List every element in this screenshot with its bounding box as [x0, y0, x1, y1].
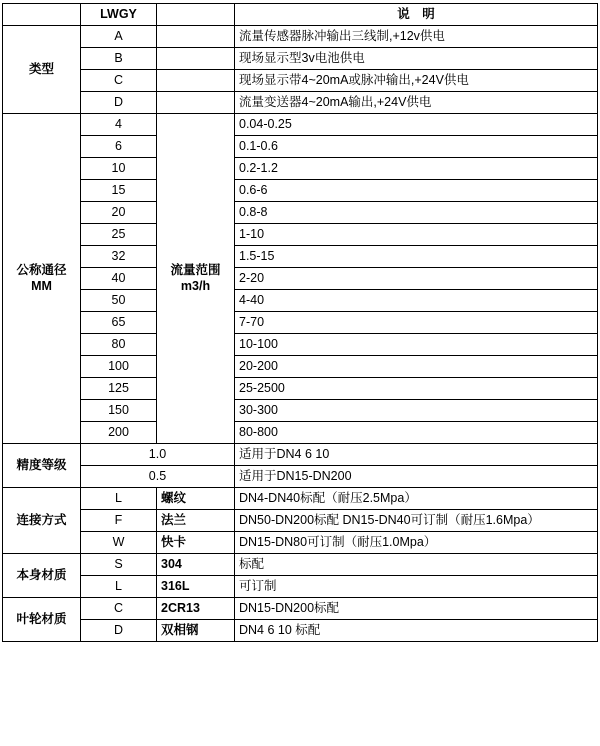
code-cell: C	[81, 70, 157, 92]
table-row	[3, 48, 598, 70]
header-cell-blank	[3, 4, 81, 26]
specification-table	[2, 3, 598, 642]
desc-cell: 现场显示型3v电池供电	[235, 48, 598, 70]
desc-cell: 2-20	[235, 268, 598, 290]
code-cell: L	[81, 488, 157, 510]
code-cell: 1.0	[81, 444, 235, 466]
table-row	[3, 576, 598, 598]
code-cell: 15	[81, 180, 157, 202]
category-nominal-diameter	[3, 114, 81, 444]
category-label-line2: MM	[31, 278, 52, 293]
table-row	[3, 26, 598, 48]
table-row	[3, 158, 598, 180]
desc-cell: 流量变送器4~20mA输出,+24V供电	[235, 92, 598, 114]
code-cell: A	[81, 26, 157, 48]
table-row	[3, 378, 598, 400]
table-row	[3, 246, 598, 268]
code-cell: 10	[81, 158, 157, 180]
desc-cell: DN4 6 10 标配	[235, 620, 598, 642]
code-cell: D	[81, 92, 157, 114]
category-label-line1: 公称通径	[16, 262, 67, 277]
table-row	[3, 356, 598, 378]
table-row	[3, 488, 598, 510]
table-row	[3, 290, 598, 312]
table-row	[3, 70, 598, 92]
desc-cell: 7-70	[235, 312, 598, 334]
code-cell: 6	[81, 136, 157, 158]
desc-cell: 可订制	[235, 576, 598, 598]
code-cell: 25	[81, 224, 157, 246]
desc-cell: 适用于DN4 6 10	[235, 444, 598, 466]
name-cell	[157, 70, 235, 92]
desc-cell: 0.6-6	[235, 180, 598, 202]
code-cell: L	[81, 576, 157, 598]
table-row	[3, 224, 598, 246]
header-cell-blank2	[157, 4, 235, 26]
table-row	[3, 532, 598, 554]
category-accuracy-grade: 精度等级	[3, 444, 81, 488]
table-row	[3, 620, 598, 642]
flow-range-label	[157, 114, 235, 444]
name-cell: 316L	[157, 576, 235, 598]
table-row	[3, 136, 598, 158]
code-cell: 65	[81, 312, 157, 334]
code-cell: 32	[81, 246, 157, 268]
table-row	[3, 400, 598, 422]
name-cell: 螺纹	[157, 488, 235, 510]
table-row	[3, 334, 598, 356]
table-row	[3, 312, 598, 334]
code-cell: D	[81, 620, 157, 642]
code-cell: 4	[81, 114, 157, 136]
code-cell: 50	[81, 290, 157, 312]
desc-cell: DN15-DN80可订制（耐压1.0Mpa）	[235, 532, 598, 554]
code-cell: W	[81, 532, 157, 554]
desc-cell: DN15-DN200标配	[235, 598, 598, 620]
desc-cell: 流量传感器脉冲输出三线制,+12v供电	[235, 26, 598, 48]
table-row	[3, 268, 598, 290]
desc-cell: 10-100	[235, 334, 598, 356]
desc-cell: 0.8-8	[235, 202, 598, 224]
table-row	[3, 554, 598, 576]
table-row	[3, 422, 598, 444]
header-cell-model: LWGY	[81, 4, 157, 26]
name-cell: 快卡	[157, 532, 235, 554]
category-type: 类型	[3, 26, 81, 114]
name-cell: 304	[157, 554, 235, 576]
table-row	[3, 114, 598, 136]
desc-cell: 1.5-15	[235, 246, 598, 268]
desc-cell: 1-10	[235, 224, 598, 246]
desc-cell: 适用于DN15-DN200	[235, 466, 598, 488]
name-cell: 法兰	[157, 510, 235, 532]
code-cell: C	[81, 598, 157, 620]
table-row	[3, 598, 598, 620]
name-cell: 双相钢	[157, 620, 235, 642]
table-row	[3, 92, 598, 114]
category-impeller-material: 叶轮材质	[3, 598, 81, 642]
category-body-material: 本身材质	[3, 554, 81, 598]
code-cell: F	[81, 510, 157, 532]
desc-cell: DN4-DN40标配（耐压2.5Mpa）	[235, 488, 598, 510]
category-connection-type: 连接方式	[3, 488, 81, 554]
name-cell	[157, 48, 235, 70]
code-cell: 0.5	[81, 466, 235, 488]
table-row	[3, 180, 598, 202]
table-row	[3, 466, 598, 488]
desc-cell: 标配	[235, 554, 598, 576]
header-cell-description: 说 明	[235, 4, 598, 26]
name-cell: 2CR13	[157, 598, 235, 620]
desc-cell: 25-2500	[235, 378, 598, 400]
code-cell: 125	[81, 378, 157, 400]
table-row	[3, 202, 598, 224]
table-row	[3, 444, 598, 466]
code-cell: B	[81, 48, 157, 70]
table-header-row	[3, 4, 598, 26]
desc-cell: 0.2-1.2	[235, 158, 598, 180]
desc-cell: 80-800	[235, 422, 598, 444]
desc-cell: 现场显示带4~20mA或脉冲输出,+24V供电	[235, 70, 598, 92]
desc-cell: 4-40	[235, 290, 598, 312]
desc-cell: 20-200	[235, 356, 598, 378]
name-cell	[157, 92, 235, 114]
code-cell: 100	[81, 356, 157, 378]
desc-cell: 0.04-0.25	[235, 114, 598, 136]
flow-range-line1: 流量范围	[170, 262, 221, 277]
desc-cell: DN50-DN200标配 DN15-DN40可订制（耐压1.6Mpa）	[235, 510, 598, 532]
code-cell: S	[81, 554, 157, 576]
table-row	[3, 510, 598, 532]
code-cell: 200	[81, 422, 157, 444]
name-cell	[157, 26, 235, 48]
code-cell: 40	[81, 268, 157, 290]
flow-range-line2: m3/h	[180, 278, 211, 293]
code-cell: 150	[81, 400, 157, 422]
desc-cell: 30-300	[235, 400, 598, 422]
desc-cell: 0.1-0.6	[235, 136, 598, 158]
code-cell: 80	[81, 334, 157, 356]
code-cell: 20	[81, 202, 157, 224]
